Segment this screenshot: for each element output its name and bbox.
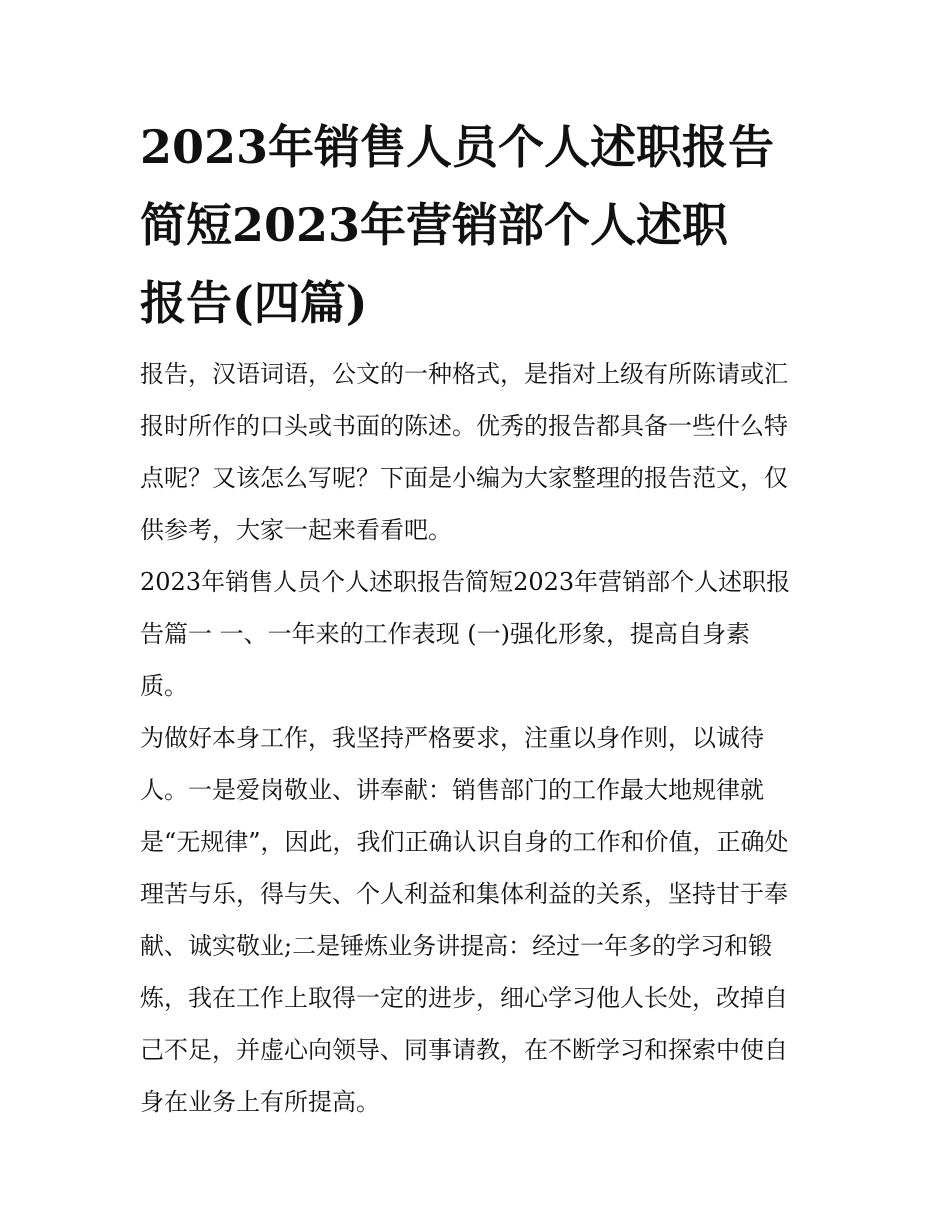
text-line: 是“无规律”，因此，我们正确认识自身的工作和价值，正确处: [140, 828, 789, 856]
title-line: 报告(四篇): [140, 276, 368, 330]
text-line: 为做好本身工作，我坚持严格要求，注重以身作则，以诚待: [140, 724, 764, 752]
text-line: 报告，汉语词语，公文的一种格式，是指对上级有所陈请或汇: [140, 360, 788, 388]
title-line: 2023年销售人员个人述职报告: [140, 120, 775, 174]
text-line: 理苦与乐，得与失、个人利益和集体利益的关系，坚持甘于奉: [140, 880, 788, 908]
text-line: 己不足，并虚心向领导、同事请教，在不断学习和探索中使自: [140, 1036, 788, 1064]
text-line: 报时所作的口头或书面的陈述。优秀的报告都具备一些什么特: [140, 412, 788, 440]
document-page: [140, 108, 812, 1128]
intro-paragraph: [140, 348, 812, 556]
text-line: 供参考，大家一起来看看吧。: [140, 516, 452, 544]
text-line: 身在业务上有所提高。: [140, 1088, 380, 1116]
section-heading-paragraph: [140, 556, 812, 712]
title-line: 简短2023年营销部个人述职: [140, 198, 729, 252]
text-line: 质。: [140, 672, 188, 700]
text-line: 点呢？又该怎么写呢？下面是小编为大家整理的报告范文，仅: [140, 464, 788, 492]
text-line: 告篇一 一、一年来的工作表现 (一)强化形象，提高自身素: [140, 620, 750, 648]
document-title: [140, 108, 812, 342]
text-line: 2023年销售人员个人述职报告简短2023年营销部个人述职报: [140, 568, 791, 596]
text-line: 献、诚实敬业;二是锤炼业务讲提高：经过一年多的学习和锻: [140, 932, 773, 960]
text-line: 人。一是爱岗敬业、讲奉献：销售部门的工作最大地规律就: [140, 776, 764, 804]
body-paragraph: [140, 712, 812, 1128]
text-line: 炼，我在工作上取得一定的进步，细心学习他人长处，改掉自: [140, 984, 788, 1012]
document-body: [140, 348, 812, 1128]
